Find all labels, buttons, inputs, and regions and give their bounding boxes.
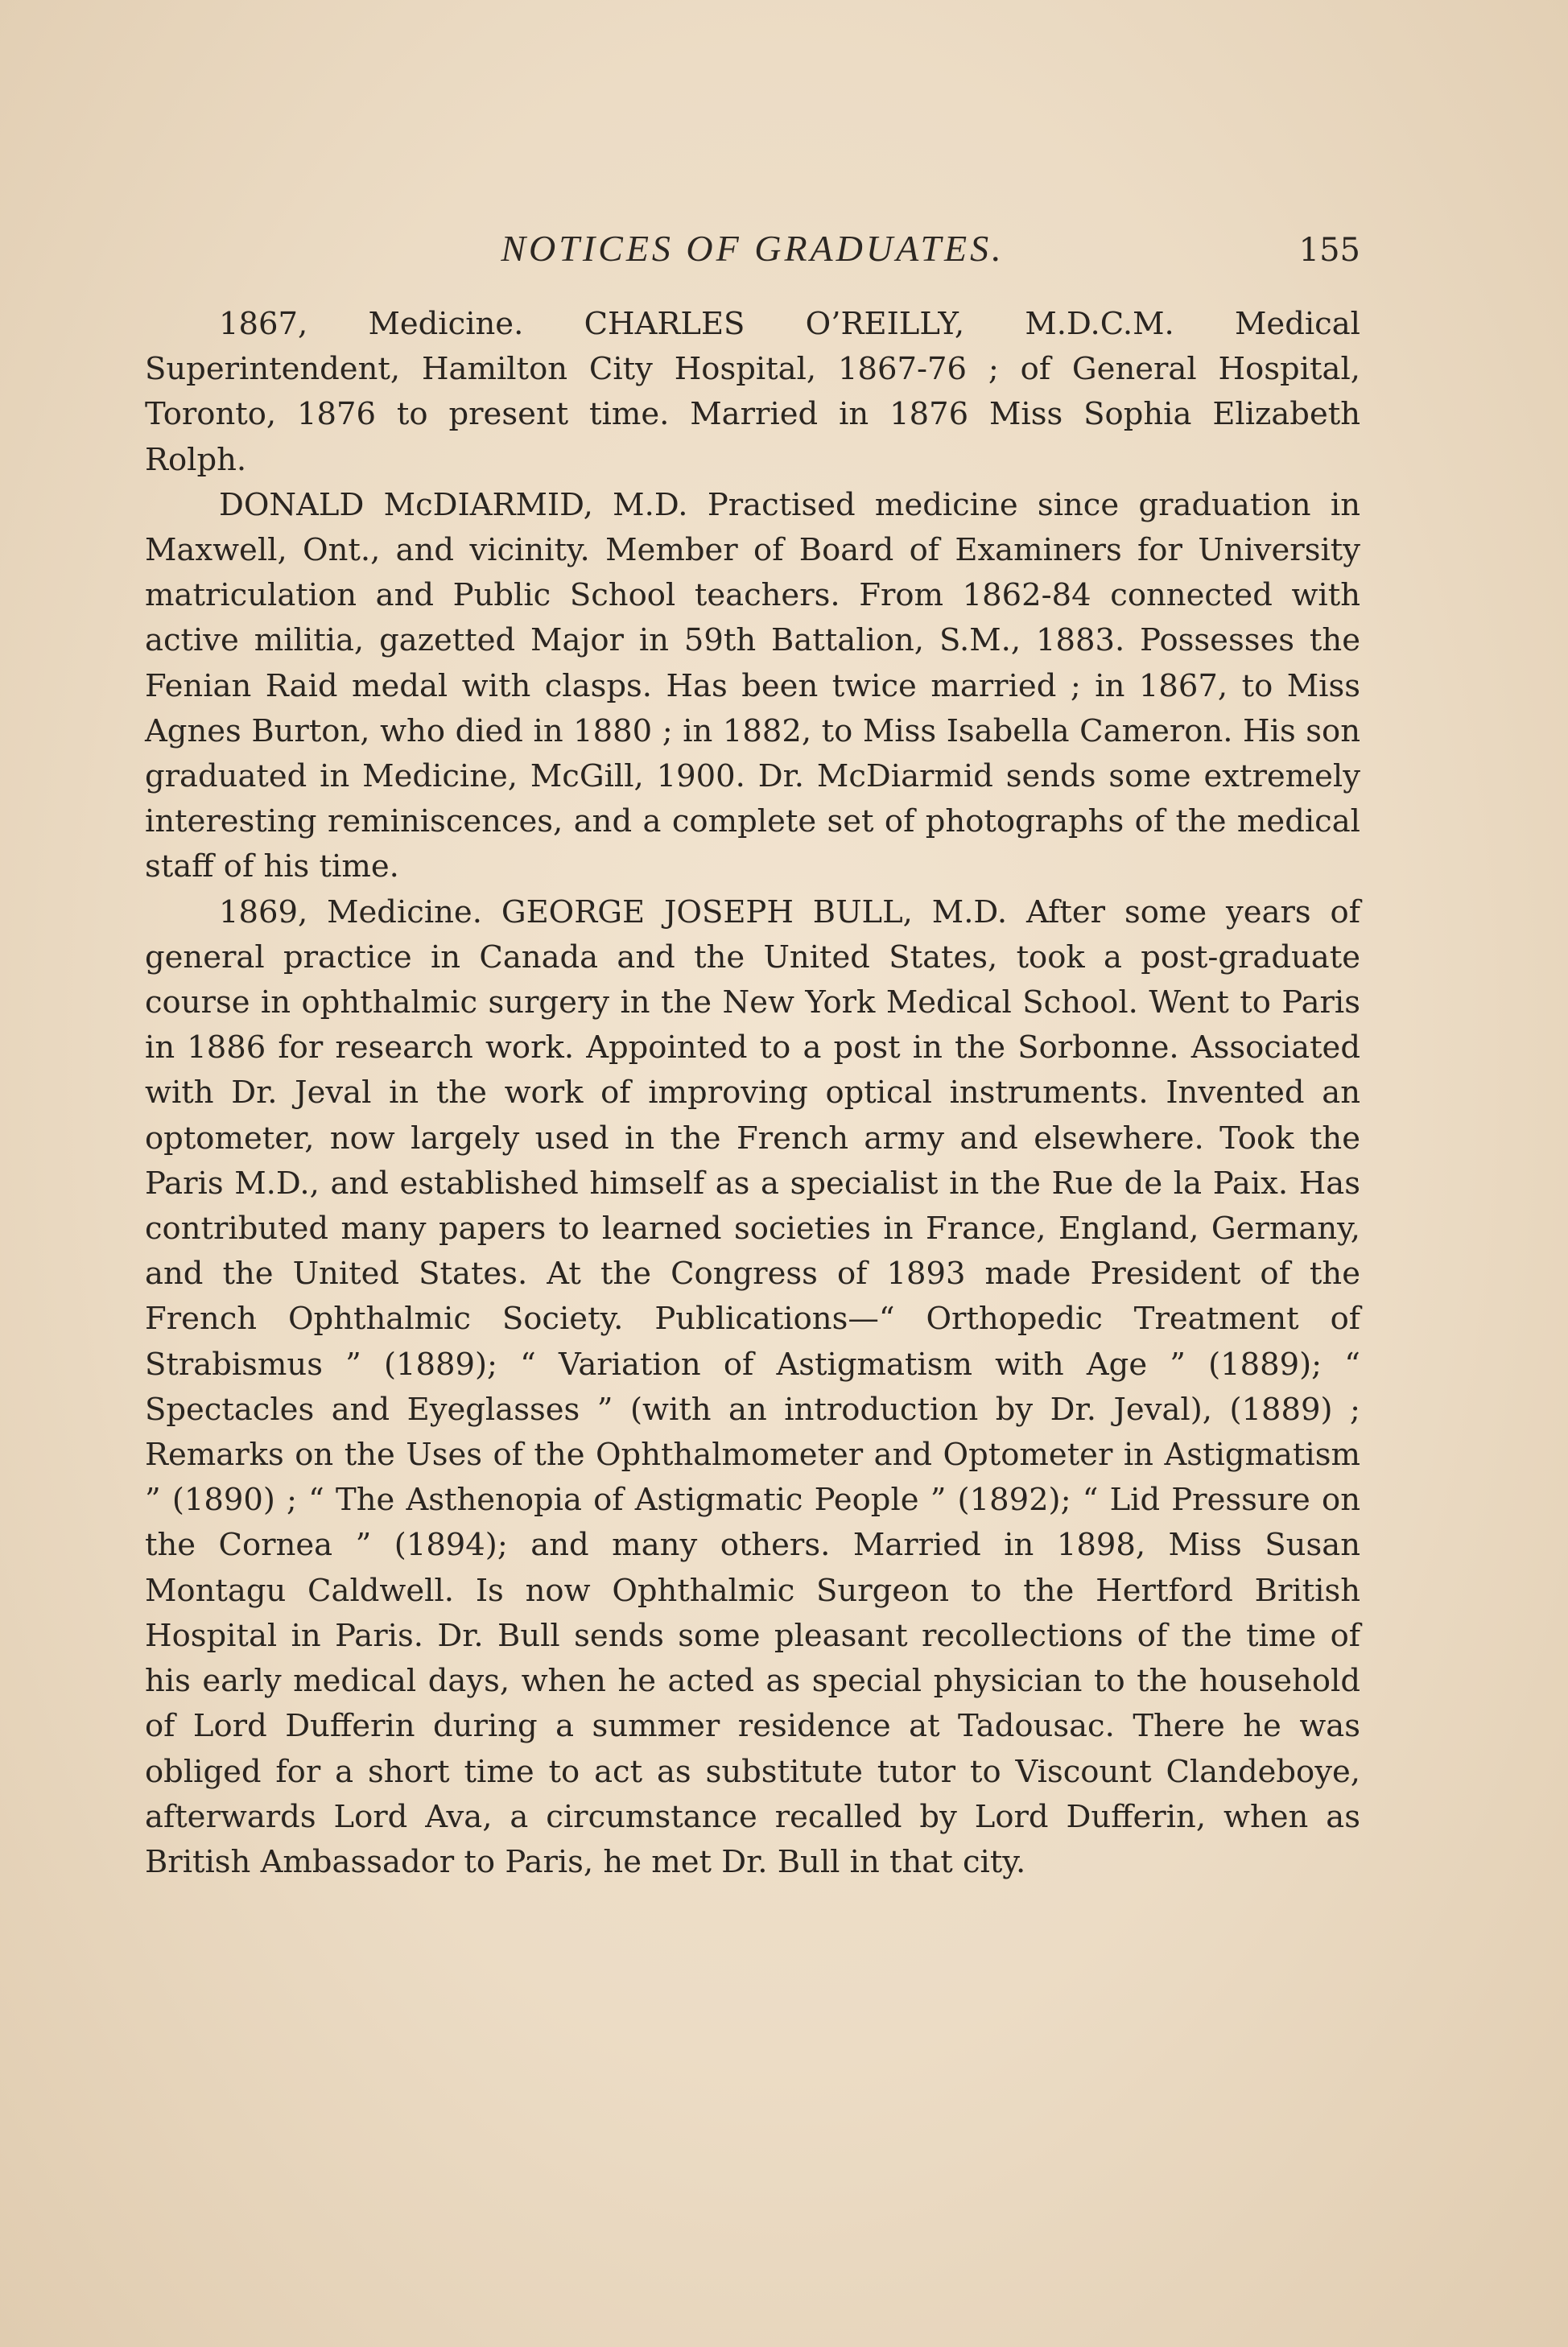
body-text xyxy=(145,302,1360,1885)
running-title: NOTICES OF GRADUATES. xyxy=(501,228,1005,269)
paragraph-mcdiarmid: DONALD McDIARMID, M.D. Practised medicine since graduation in Maxwell, Ont., and vicinity. Member of Board of Examiners for University matriculation and Public School teachers. From 1862-84 connected with active militia, gazetted Major in 59th Battalion, S.M., 1883. Possesses the Fenian Raid medal with clasps. Has been twice married ; in 1867, to Miss Agnes Burton, who died in 1880 ; in 1882, to Miss Isabella Cameron. His son graduated in Medicine, McGill, 1900. Dr. McDiarmid sends some extremely interesting reminiscences, and a complete set of photographs of the medical staff of his time. xyxy=(145,486,1360,885)
page-number: 155 xyxy=(1298,232,1360,269)
running-head xyxy=(145,227,1360,283)
paragraph-oreilly: 1867, Medicine. CHARLES O’REILLY, M.D.C.M. Medical Superintendent, Hamilton City Hospital, 1867-76 ; of General Hospital, Toronto, 1876 to present time. Married in 1876 Miss Sophia Elizabeth Rolph. xyxy=(145,306,1360,478)
paragraph-bull: 1869, Medicine. GEORGE JOSEPH BULL, M.D. After some years of general practice in Canada and the United States, took a post-graduate course in ophthalmic surgery in the New York Medical School. Went to Paris in 1886 for research work. Appointed to a post in the Sorbonne. Associated with Dr. Jeval in the work of improving optical instruments. Invented an optometer, now largely used in the French army and elsewhere. Took the Paris M.D., and established himself as a specialist in the Rue de la Paix. Has contributed many papers to learned societies in France, England, Germany, and the United States. At the Congress of 1893 made President of the French Ophthalmic Society. Publications—“ Orthopedic Treatment of Strabismus ” (1889); “ Variation of Astigmatism with Age ” (1889); “ Spectacles and Eyeglasses ” (with an introduction by Dr. Jeval), (1889) ; Remarks on the Uses of the Ophthalmometer and Optometer in Astigmatism ” (1890) ; “ The Asthenopia of Astigmatic People ” (1892); “ Lid Pressure on the Cornea ” (1894); and many others. Married in 1898, Miss Susan Montagu Caldwell. Is now Ophthalmic Surgeon to the Hertford British Hospital in Paris. Dr. Bull sends some pleasant recollections of the time of his early medical days, when he acted as special physician to the household of Lord Dufferin during a summer residence at Tadousac. There he was obliged for a short time to act as substitute tutor to Viscount Clandeboye, afterwards Lord Ava, a circumstance recalled by Lord Dufferin, when as British Ambassador to Paris, he met Dr. Bull in that city. xyxy=(145,893,1360,1880)
